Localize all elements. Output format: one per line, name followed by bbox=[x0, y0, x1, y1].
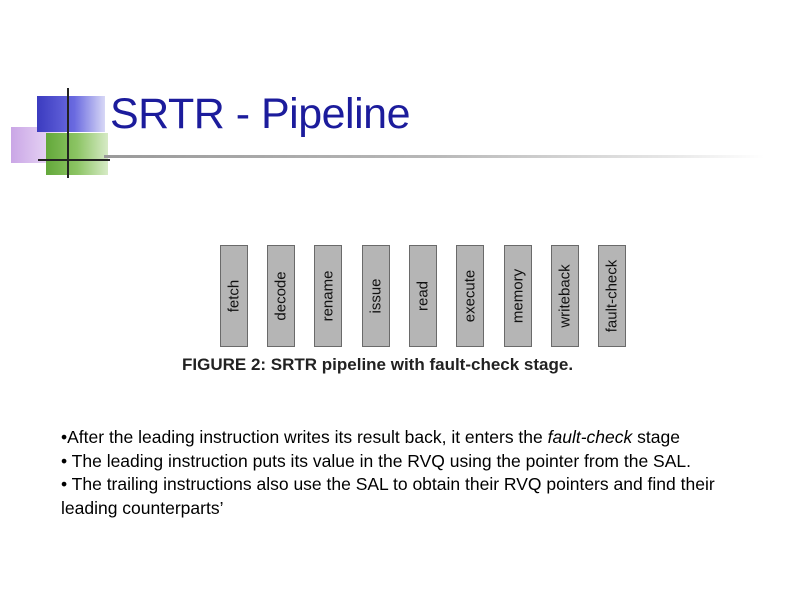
stage-label: issue bbox=[367, 278, 385, 314]
bullet-text: •After the leading instruction writes its result back, it enters the bbox=[61, 427, 548, 447]
bullet-item bbox=[61, 450, 741, 474]
decorative-vertical-line bbox=[67, 88, 69, 178]
stage-decode bbox=[267, 245, 295, 347]
stage-execute bbox=[456, 245, 484, 347]
stage-label: fault-check bbox=[603, 259, 621, 333]
bullet-list bbox=[61, 426, 741, 520]
stage-label: memory bbox=[509, 268, 527, 324]
stage-label: writeback bbox=[556, 264, 574, 328]
pipeline-diagram bbox=[220, 245, 640, 349]
title-underline bbox=[104, 155, 764, 158]
stage-label: decode bbox=[272, 271, 290, 321]
stage-label: fetch bbox=[225, 279, 243, 313]
bullet-emphasis: fault-check bbox=[547, 427, 633, 447]
stage-memory bbox=[504, 245, 532, 347]
bullet-item bbox=[61, 473, 741, 520]
stage-issue bbox=[362, 245, 390, 347]
stage-fetch bbox=[220, 245, 248, 347]
figure-caption: FIGURE 2: SRTR pipeline with fault-check stage. bbox=[182, 355, 574, 374]
stage-label: read bbox=[414, 280, 432, 312]
stage-read bbox=[409, 245, 437, 347]
stage-label: execute bbox=[461, 269, 479, 323]
stage-rename bbox=[314, 245, 342, 347]
bullet-text: stage bbox=[632, 427, 680, 447]
bullet-text: • The leading instruction puts its value in the RVQ using the pointer from the SAL. bbox=[61, 450, 691, 471]
decorative-green-block bbox=[46, 133, 108, 175]
stage-fault-check bbox=[598, 245, 626, 347]
stage-writeback bbox=[551, 245, 579, 347]
decorative-horizontal-line bbox=[38, 159, 110, 161]
slide-title: SRTR - Pipeline bbox=[110, 90, 410, 138]
stage-label: rename bbox=[319, 270, 337, 322]
bullet-text: • The trailing instructions also use the SAL to obtain their RVQ pointers and find their leading counterparts’ bbox=[61, 474, 715, 518]
bullet-item bbox=[61, 426, 741, 450]
decorative-blue-block bbox=[37, 96, 105, 132]
